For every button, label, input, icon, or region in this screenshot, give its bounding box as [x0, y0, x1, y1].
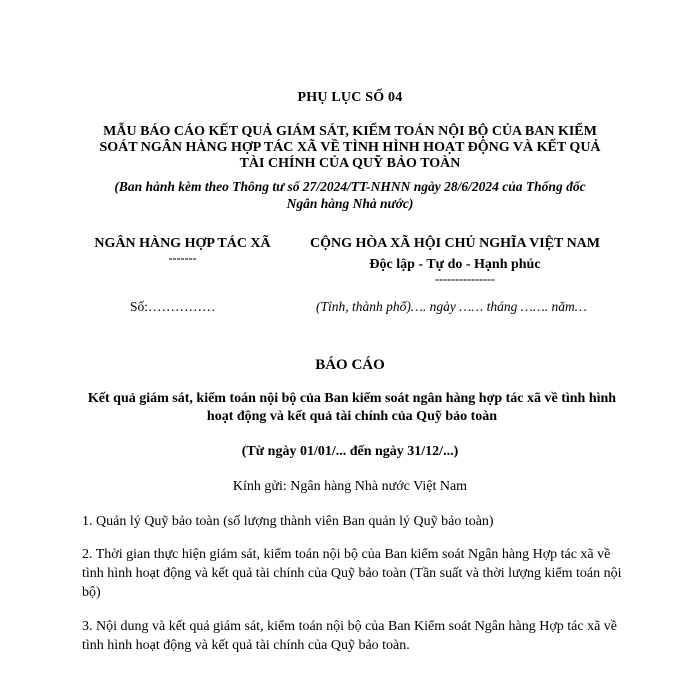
- document-number: Số:……………: [130, 299, 216, 314]
- template-title: MẪU BÁO CÁO KẾT QUẢ GIÁM SÁT, KIỂM TOÁN NỘI BỘ CỦA BAN KIỂM SOÁT NGÂN HÀNG HỢP TÁC XÃ VỀ TÌNH HÌNH HOẠT ĐỘNG VÀ KẾT QUẢ TÀI CHÍNH CỦA QUỸ BẢO TOÀN: [99, 124, 601, 171]
- report-period: (Từ ngày 01/01/... đến ngày 31/12/...): [241, 444, 459, 459]
- section-item-1: 1. Quản lý Quỹ bảo toàn (số lượng thành viên Ban quản lý Quỹ bảo toàn): [82, 514, 494, 529]
- national-title: CỘNG HÒA XÃ HỘI CHỦ NGHĨA VIỆT NAM: [309, 236, 600, 251]
- section-item-2: 2. Thời gian thực hiện giám sát, kiểm toán nội bộ của Ban kiểm soát Ngân hàng Hợp tác xã về tình hình hoạt động và kết quả tài chính của Quỹ bảo toàn (Tần suất và thời lượng kiểm toán nội bộ): [82, 547, 622, 600]
- organization-divider: -------: [168, 251, 197, 265]
- national-motto: Độc lập - Tự do - Hạnh phúc: [369, 257, 541, 272]
- report-subject: Kết quả giám sát, kiểm toán nội bộ của Ban kiểm soát ngân hàng hợp tác xã về tình hình hoạt động và kết quả tài chính của Quỹ bảo toàn: [87, 391, 617, 424]
- issued-note: (Ban hành kèm theo Thông tư số 27/2024/TT-NHNN ngày 28/6/2024 của Thống đốc Ngân hàng Nhà nước): [114, 179, 586, 211]
- motto-divider: ---------------: [435, 272, 495, 286]
- organization-name: NGÂN HÀNG HỢP TÁC XÃ: [94, 236, 271, 251]
- place-date-line: (Tỉnh, thành phố)…. ngày …… tháng ……. năm…: [316, 299, 587, 314]
- section-item-3: 3. Nội dung và kết quả giám sát, kiểm toán nội bộ của Ban Kiểm soát Ngân hàng Hợp tác xã về tình hình hoạt động và kết quả tài chính của Quỹ bảo toàn.: [82, 619, 617, 653]
- report-title: BÁO CÁO: [315, 357, 385, 373]
- appendix-title: PHỤ LỤC SỐ 04: [297, 90, 403, 105]
- recipient-line: Kính gửi: Ngân hàng Nhà nước Việt Nam: [232, 479, 468, 494]
